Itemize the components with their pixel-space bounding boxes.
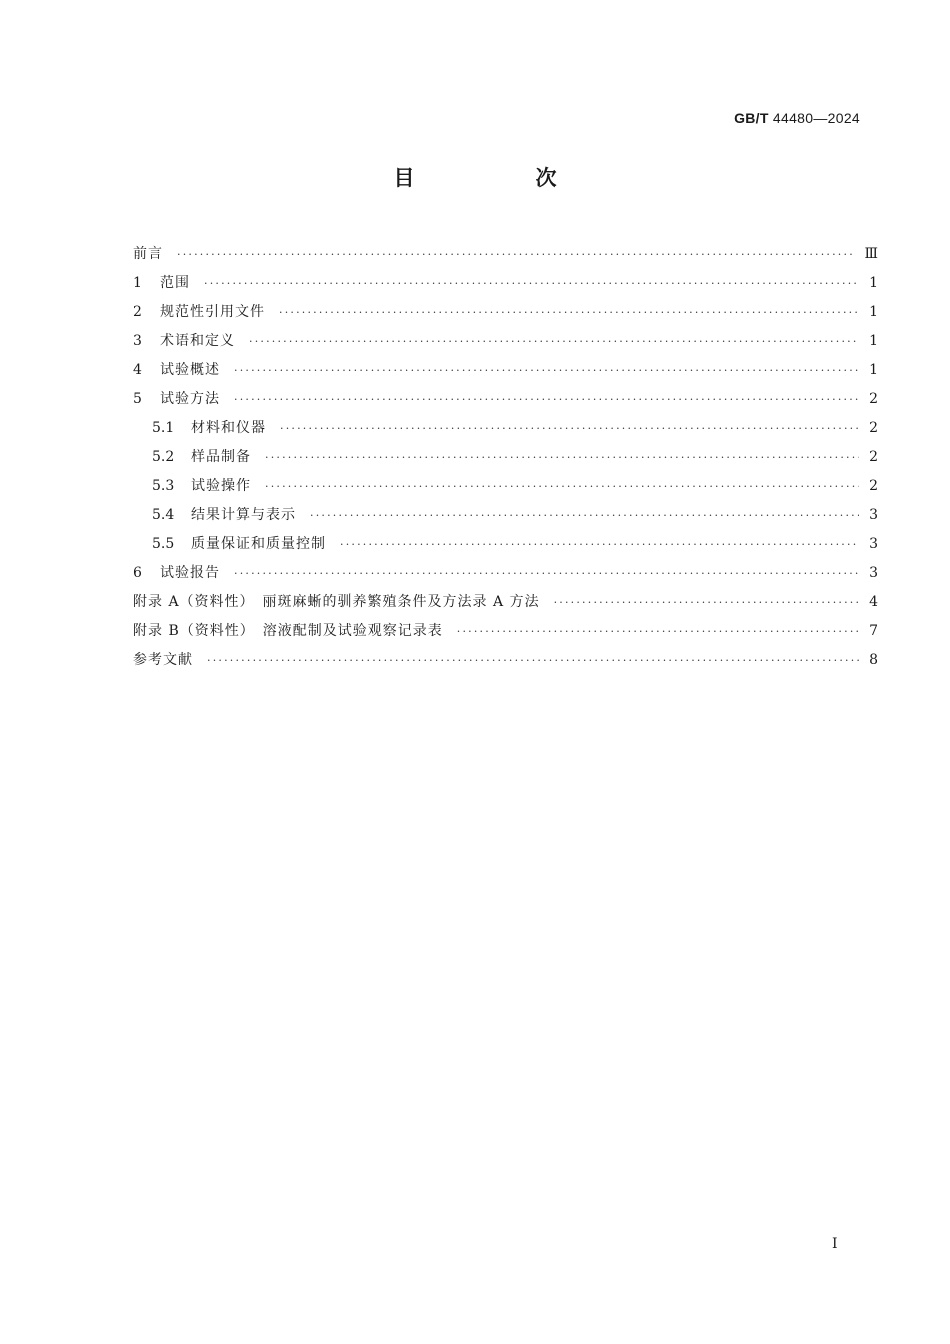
toc-entry-label: 规范性引用文件 — [160, 304, 265, 320]
toc-entry-2[interactable] — [133, 298, 878, 327]
toc-leader-dots — [177, 240, 854, 269]
toc-entry-label: 样品制备 — [191, 449, 251, 465]
toc-leader-dots — [280, 414, 859, 443]
toc-entry-page: 3 — [869, 536, 878, 552]
toc-entry-label: 前言 — [133, 246, 163, 262]
toc-entry-page: 1 — [869, 304, 878, 320]
toc-entry-5-4[interactable] — [133, 501, 878, 530]
toc-entry-number: 1 — [133, 275, 142, 291]
table-of-contents — [133, 240, 878, 675]
toc-entry-label: 附录 B（资料性） 溶液配制及试验观察记录表 — [133, 623, 443, 639]
toc-entry-appendix-b[interactable] — [133, 617, 878, 646]
toc-entry-page: 3 — [869, 565, 878, 581]
toc-entry-page: 1 — [869, 362, 878, 378]
toc-entry-1[interactable] — [133, 269, 878, 298]
toc-entry-number: 5.5 — [152, 536, 175, 552]
toc-entry-label: 材料和仪器 — [191, 420, 266, 436]
toc-leader-dots — [204, 269, 859, 298]
toc-leader-dots — [234, 356, 859, 385]
toc-entry-5-1[interactable] — [133, 414, 878, 443]
toc-entry-preface[interactable] — [133, 240, 878, 269]
toc-entry-page: Ⅲ — [864, 246, 878, 262]
toc-entry-page: 2 — [869, 478, 878, 494]
toc-entry-3[interactable] — [133, 327, 878, 356]
toc-entry-5-2[interactable] — [133, 443, 878, 472]
toc-entry-page: 1 — [869, 275, 878, 291]
toc-entry-label: 术语和定义 — [160, 333, 235, 349]
toc-entry-5-3[interactable] — [133, 472, 878, 501]
standard-code — [734, 110, 860, 126]
toc-entry-6[interactable] — [133, 559, 878, 588]
toc-entry-appendix-a[interactable] — [133, 588, 878, 617]
toc-entry-page: 2 — [869, 449, 878, 465]
toc-entry-number: 5.4 — [152, 507, 175, 523]
toc-entry-label: 试验报告 — [160, 565, 220, 581]
toc-entry-label: 试验概述 — [160, 362, 220, 378]
toc-entry-number: 5.2 — [152, 449, 175, 465]
page-number: I — [832, 1236, 838, 1252]
toc-leader-dots — [554, 588, 860, 617]
standard-code-number: 44480—2024 — [772, 110, 860, 126]
toc-entry-number: 5.1 — [152, 420, 175, 436]
toc-entry-label: 参考文献 — [133, 652, 193, 668]
toc-leader-dots — [234, 385, 859, 414]
toc-entry-label: 试验方法 — [160, 391, 220, 407]
toc-leader-dots — [207, 646, 859, 675]
toc-entry-page: 2 — [869, 420, 878, 436]
toc-entry-number: 5 — [133, 391, 142, 407]
toc-leader-dots — [279, 298, 859, 327]
toc-entry-number: 6 — [133, 565, 142, 581]
standard-code-prefix: GB/T — [734, 110, 769, 126]
toc-entry-number: 2 — [133, 304, 142, 320]
toc-leader-dots — [457, 617, 859, 646]
toc-leader-dots — [310, 501, 859, 530]
toc-entry-label: 范围 — [160, 275, 190, 291]
toc-entry-page: 4 — [869, 594, 878, 610]
toc-entry-page: 2 — [869, 391, 878, 407]
toc-leader-dots — [265, 472, 859, 501]
toc-entry-page: 8 — [869, 652, 878, 668]
toc-leader-dots — [249, 327, 859, 356]
toc-entry-number: 5.3 — [152, 478, 175, 494]
page-title: 目 次 — [393, 166, 607, 190]
toc-entry-4[interactable] — [133, 356, 878, 385]
toc-entry-label: 附录 A（资料性） 丽斑麻蜥的驯养繁殖条件及方法录 A 方法 — [133, 594, 540, 610]
toc-leader-dots — [234, 559, 859, 588]
toc-entry-5-5[interactable] — [133, 530, 878, 559]
toc-entry-page: 7 — [869, 623, 878, 639]
toc-entry-label: 试验操作 — [191, 478, 251, 494]
toc-entry-number: 3 — [133, 333, 142, 349]
toc-entry-references[interactable] — [133, 646, 878, 675]
toc-entry-5[interactable] — [133, 385, 878, 414]
toc-entry-number: 4 — [133, 362, 142, 378]
toc-leader-dots — [340, 530, 859, 559]
toc-entry-label: 质量保证和质量控制 — [191, 536, 326, 552]
toc-leader-dots — [265, 443, 859, 472]
toc-entry-page: 1 — [869, 333, 878, 349]
toc-entry-page: 3 — [869, 507, 878, 523]
toc-entry-label: 结果计算与表示 — [191, 507, 296, 523]
